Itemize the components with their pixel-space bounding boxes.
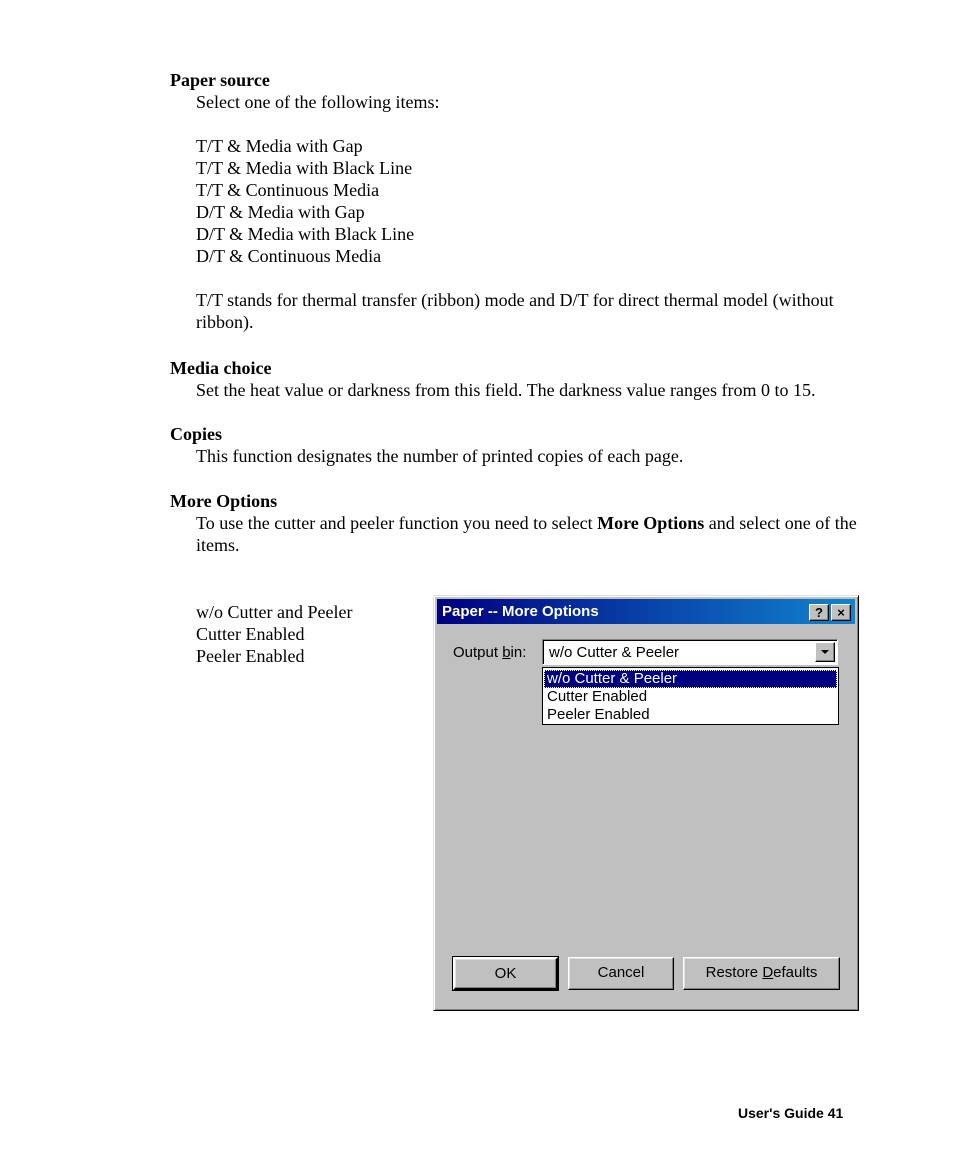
option-without-cutter-peeler[interactable]: w/o Cutter & Peeler xyxy=(544,670,837,688)
paper-source-intro: Select one of the following items: xyxy=(196,92,440,112)
more-options-list xyxy=(196,601,352,667)
help-button[interactable]: ? xyxy=(809,604,829,621)
more-options-text: To use the cutter and peeler function you need to select More Options and select one of the items. xyxy=(196,513,857,555)
paper-source-item: T/T & Media with Gap xyxy=(196,136,363,156)
paper-source-item: T/T & Media with Black Line xyxy=(196,158,413,178)
copies-heading: Copies xyxy=(170,424,223,444)
close-button[interactable]: × xyxy=(831,604,851,621)
paper-source-item: T/T & Continuous Media xyxy=(196,180,380,200)
output-bin-label: Output bin: xyxy=(453,644,527,661)
dialog-title: Paper -- More Options xyxy=(442,603,599,620)
paper-source-heading: Paper source xyxy=(170,70,270,90)
ok-button[interactable]: OK xyxy=(453,957,558,990)
more-options-item: Cutter Enabled xyxy=(196,624,305,644)
restore-defaults-button[interactable]: Restore Defaults xyxy=(683,957,840,990)
more-options-item: w/o Cutter and Peeler xyxy=(196,602,353,622)
output-bin-options-list xyxy=(542,667,839,725)
more-options-dialog xyxy=(433,595,859,1011)
output-bin-dropdown[interactable] xyxy=(542,639,838,665)
page-footer: User's Guide 41 xyxy=(738,1105,844,1121)
more-options-heading: More Options xyxy=(170,491,278,511)
more-options-item: Peeler Enabled xyxy=(196,646,305,666)
paper-source-item: D/T & Continuous Media xyxy=(196,246,382,266)
cancel-button[interactable]: Cancel xyxy=(568,957,674,990)
dialog-titlebar xyxy=(437,599,855,624)
copies-text: This function designates the number of printed copies of each page. xyxy=(196,446,684,466)
option-peeler-enabled[interactable]: Peeler Enabled xyxy=(547,706,650,723)
dropdown-arrow-icon[interactable] xyxy=(815,642,835,662)
option-cutter-enabled[interactable]: Cutter Enabled xyxy=(547,688,648,705)
media-choice-heading: Media choice xyxy=(170,358,272,378)
paper-source-item: D/T & Media with Black Line xyxy=(196,224,415,244)
media-choice-text: Set the heat value or darkness from this field. The darkness value ranges from 0 to 15. xyxy=(196,380,816,400)
paper-source-item: D/T & Media with Gap xyxy=(196,202,365,222)
output-bin-value: w/o Cutter & Peeler xyxy=(549,644,680,661)
paper-source-section xyxy=(196,91,876,333)
paper-source-note: T/T stands for thermal transfer (ribbon) mode and D/T for direct thermal model (without ribbon). xyxy=(196,290,834,332)
